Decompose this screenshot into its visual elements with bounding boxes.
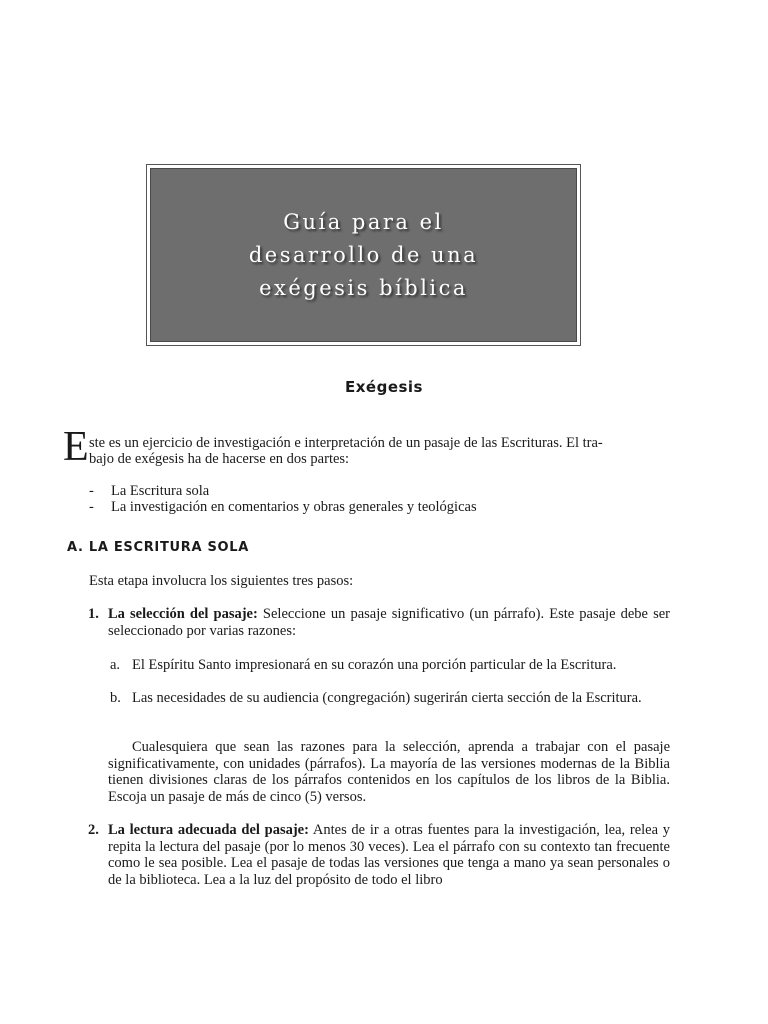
- bullet-item: La Escritura sola: [111, 483, 210, 499]
- step-number: 1.: [88, 606, 99, 622]
- drop-cap: E: [63, 424, 89, 470]
- sub-item: El Espíritu Santo impresionará en su corazón una porción particular de la Escritura.: [132, 657, 617, 673]
- step-2-text: [108, 822, 670, 888]
- sub-item: Las necesidades de su audiencia (congregación) sugerirán cierta sección de la Escritura.: [132, 690, 642, 706]
- step-1-body: Seleccione un pasaje significativo (un párrafo). Este pasaje debe ser seleccionado por varias razones:: [108, 606, 670, 639]
- bullet-item: La investigación en comentarios y obras generales y teológicas: [111, 499, 477, 515]
- sub-label: b.: [110, 690, 121, 706]
- title-line-3: exégesis bíblica: [259, 275, 468, 300]
- stage-intro: Esta etapa involucra los siguientes tres pasos:: [89, 573, 354, 589]
- title-line-2: desarrollo de una: [248, 242, 479, 267]
- step-1-text: [108, 606, 670, 639]
- step-1-lead: La selección del pasaje:: [108, 606, 258, 622]
- sub-label: a.: [110, 657, 121, 673]
- step-number: 2.: [88, 822, 99, 838]
- title-line-1: Guía para el: [283, 209, 444, 234]
- title-panel: [150, 168, 577, 342]
- section-heading-a: A. LA ESCRITURA SOLA: [67, 540, 250, 555]
- intro-line-2: bajo de exégesis ha de hacerse en dos partes:: [89, 451, 350, 467]
- selection-paragraph: Cualesquiera que sean las razones para la selección, aprenda a trabajar con el pasaje significativamente, con unidades (párrafos). La mayoría de las versiones modernas de la Biblia tienen divisiones claras de los párrafos contenidos en los capítulos de los libros de la Biblia. Escoja un pasaje de más de cinco (5) versos.: [108, 739, 670, 805]
- bullet-dash: -: [89, 483, 94, 499]
- step-2-body: Antes de ir a otras fuentes para la investigación, lea, relea y repita la lectura del pasaje (por lo menos 30 veces). Lea el párrafo con su contexto tan frecuente como le sea posible. Lea el pasaje de todas las versiones que tenga a mano ya sean personales o de la biblioteca. Lea a la luz del propósito de todo el libro: [108, 822, 670, 888]
- bullet-dash: -: [89, 499, 94, 515]
- section-title: Exégesis: [344, 378, 423, 396]
- intro-line-1: ste es un ejercicio de investigación e interpretación de un pasaje de las Escrituras. El tra-: [89, 435, 603, 451]
- step-2-lead: La lectura adecuada del pasaje:: [108, 822, 309, 838]
- title-box: [146, 164, 581, 346]
